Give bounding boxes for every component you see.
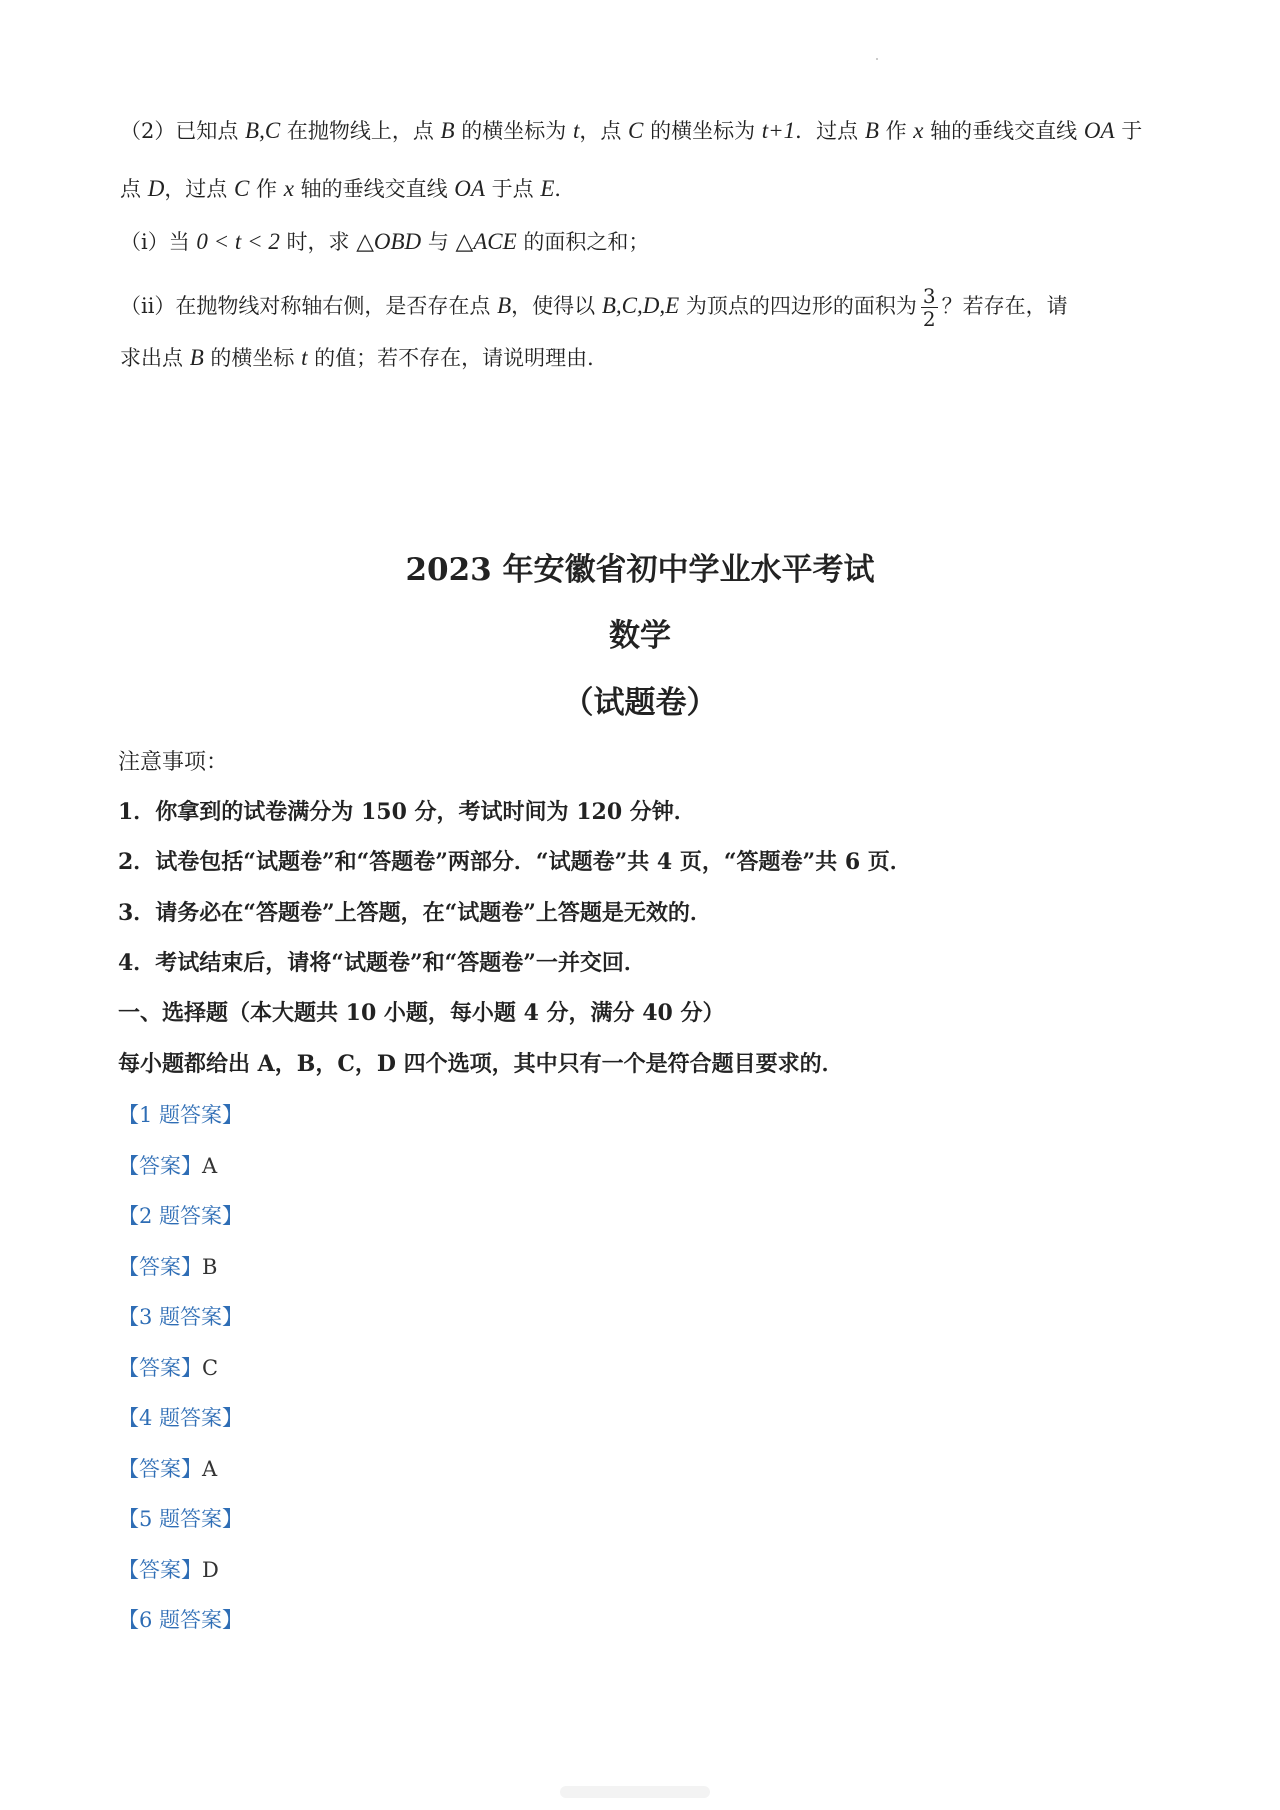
answer-label-1: 【1 题答案】: [118, 1103, 244, 1127]
notice-heading: 注意事项：: [118, 750, 229, 775]
text: 于点: [484, 177, 541, 201]
answer-row-5: [118, 1555, 219, 1585]
math-var: C: [234, 176, 250, 201]
problem-line-5: [120, 343, 608, 373]
answer-label-3: 【3 题答案】: [118, 1305, 244, 1329]
answer-row-1: [118, 1151, 217, 1181]
fraction-denominator: 2: [922, 307, 936, 331]
text: （ⅰ）当: [120, 230, 197, 254]
math-var: B: [440, 118, 455, 143]
text: 的横坐标为: [454, 119, 573, 143]
text: ．过点: [795, 119, 865, 143]
answer-value: A: [202, 1154, 218, 1178]
scan-speck: [876, 58, 878, 60]
text: ？若存在，请: [941, 294, 1068, 318]
faint-watermark: [560, 1786, 710, 1798]
answer-value: D: [202, 1558, 219, 1582]
fraction-numerator: 3: [922, 284, 936, 308]
text: （2）已知点: [120, 119, 246, 143]
text: 的面积之和；: [516, 230, 650, 254]
answer-value: C: [202, 1356, 219, 1380]
text: 的横坐标为: [643, 119, 762, 143]
answer-label-5: 【5 题答案】: [118, 1507, 244, 1531]
text: 时，求: [279, 230, 357, 254]
notice-item-2: 2．试卷包括“试题卷”和“答题卷”两部分．“试题卷”共 4 页，“答题卷”共 6 页．: [118, 849, 912, 875]
answer-value: B: [202, 1255, 218, 1279]
notice-item-3: 3．请务必在“答题卷”上答题，在“试题卷”上答题是无效的．: [118, 900, 712, 926]
paper-type: （试题卷）: [562, 685, 718, 721]
math-var: B: [189, 345, 204, 370]
text: ，使得以: [511, 294, 602, 318]
text: 作: [249, 177, 284, 201]
answer-prefix: 【答案】: [118, 1558, 202, 1582]
problem-line-1: [120, 116, 1142, 146]
answer-prefix: 【答案】: [118, 1154, 202, 1178]
answer-prefix: 【答案】: [118, 1356, 202, 1380]
math-var: 0 < t < 2: [196, 229, 280, 254]
text: 于: [1114, 119, 1143, 143]
text: 的值；若不存在，请说明理由．: [307, 346, 609, 370]
text: 的横坐标: [203, 346, 302, 370]
math-var: △OBD: [356, 229, 422, 254]
math-var: D: [147, 176, 165, 201]
math-var: E: [540, 176, 555, 201]
answer-label-6: 【6 题答案】: [118, 1608, 244, 1632]
math-var: B: [497, 293, 512, 318]
math-var: B: [864, 118, 879, 143]
section-instruction: 每小题都给出 A，B，C，D 四个选项，其中只有一个是符合题目要求的．: [118, 1051, 844, 1077]
fraction: [921, 285, 938, 330]
math-var: △ACE: [455, 229, 517, 254]
math-var: t: [572, 118, 580, 143]
answer-prefix: 【答案】: [118, 1255, 202, 1279]
math-var: OA: [454, 176, 485, 201]
text: ，过点: [164, 177, 234, 201]
answer-label-4: 【4 题答案】: [118, 1406, 244, 1430]
text: 作: [878, 119, 914, 143]
text: 求出点: [120, 346, 190, 370]
problem-line-3: [120, 227, 649, 257]
section-heading: 一、选择题（本大题共 10 小题，每小题 4 分，满分 40 分）: [118, 1000, 725, 1026]
problem-line-2: [120, 174, 575, 204]
answer-row-2: [118, 1252, 217, 1282]
math-var: x: [913, 118, 924, 143]
text: 为顶点的四边形的面积为: [679, 294, 917, 318]
math-var: x: [283, 176, 294, 201]
exam-subject: 数学: [609, 618, 671, 654]
notice-item-1: 1．你拿到的试卷满分为 150 分，考试时间为 120 分钟．: [118, 799, 696, 825]
answer-label-2: 【2 题答案】: [118, 1204, 244, 1228]
math-var: B,C: [245, 118, 281, 143]
text: ．: [554, 177, 576, 201]
math-var: B,C,D,E: [601, 293, 680, 318]
text: 点: [120, 177, 148, 201]
text: ，点: [579, 119, 629, 143]
answer-row-4: [118, 1454, 217, 1484]
math-var: t: [301, 345, 308, 370]
math-var: t+1: [761, 118, 796, 143]
text: 轴的垂线交直线: [923, 119, 1084, 143]
math-var: OA: [1083, 118, 1115, 143]
notice-item-4: 4．考试结束后，请将“试题卷”和“答题卷”一并交回．: [118, 950, 646, 976]
problem-line-4: [120, 285, 1068, 330]
math-var: C: [628, 118, 644, 143]
answer-value: A: [202, 1457, 218, 1481]
text: 与: [421, 230, 456, 254]
answer-row-3: [118, 1353, 218, 1383]
text: 轴的垂线交直线: [293, 177, 455, 201]
answer-prefix: 【答案】: [118, 1457, 202, 1481]
text: 在抛物线上，点: [280, 119, 441, 143]
text: （ⅱ）在抛物线对称轴右侧，是否存在点: [120, 294, 498, 318]
exam-title: 2023 年安徽省初中学业水平考试: [405, 552, 875, 588]
